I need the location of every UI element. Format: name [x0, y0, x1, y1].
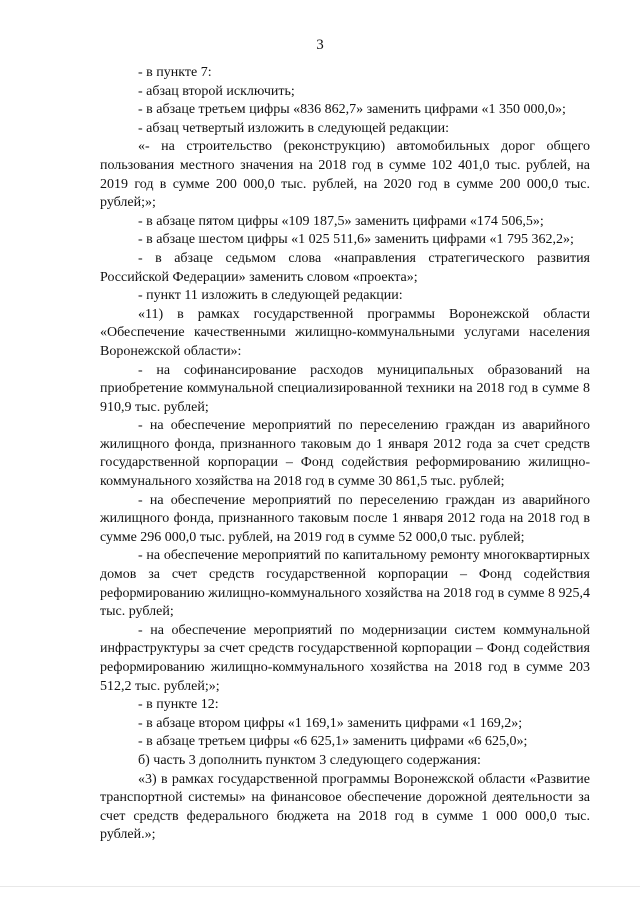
paragraph-second-replace: - в абзаце втором цифры «1 169,1» заменить цифрами «1 169,2»; — [138, 715, 523, 731]
paragraph-clause-12: - в пункте 12: — [138, 697, 219, 713]
paragraph-road-construction: «- на строительство (реконструкцию) автомобильных дорог общего пользования местного значения на 2018 год в сумме 102 401,0 тыс. рублей, на 2019 год в сумме 200 000,0 тыс. рублей, на 2020 год в сумме 200 000,0 тыс. рублей;»; — [100, 139, 590, 211]
document-body — [100, 64, 590, 845]
paragraph-housing-program: «11) в рамках государственной программы Воронежской области «Обеспечение качественными жилищно-коммунальными услугами населения Воронежской области»: — [100, 306, 590, 359]
paragraph-third-replace-2: - в абзаце третьем цифры «6 625,1» заменить цифрами «6 625,0»; — [138, 734, 528, 750]
paragraph-municipal-equipment: - на софинансирование расходов муниципальных образований на приобретение коммунальной специализированной техники на 2018 год в сумме 8 910,9 тыс. рублей; — [100, 362, 590, 415]
paragraph-fourth-edit: - абзац четвертый изложить в следующей редакции: — [138, 120, 449, 136]
paragraph-resettlement-after-2012: - на обеспечение мероприятий по переселению граждан из аварийного жилищного фонда, признанного таковым после 1 января 2012 года на 2018 год в сумме 296 000,0 тыс. рублей, на 2019 год в сумме 52 000,0 тыс. рублей; — [100, 492, 590, 545]
paragraph-infrastructure-modernization: - на обеспечение мероприятий по модернизации систем коммунальной инфраструктуры за счет средств государственной корпорации – Фонд содействия реформированию жилищно-коммунального хозяйства на 2018 год в сумме 203 512,2 тыс. рублей;»; — [100, 622, 590, 694]
paragraph-part-3-addition: б) часть 3 дополнить пунктом 3 следующего содержания: — [138, 752, 481, 768]
paragraph-sixth-replace: - в абзаце шестом цифры «1 025 511,6» заменить цифрами «1 795 362,2»; — [138, 232, 574, 248]
paragraph-transport-program: «3) в рамках государственной программы Воронежской области «Развитие транспортной системы» на финансовое обеспечение дорожной деятельности за счет средств федерального бюджета на 2018 год в сумме 1 000 000,0 тыс. рублей.»; — [100, 771, 590, 843]
paragraph-capital-repair: - на обеспечение мероприятий по капитальному ремонту многоквартирных домов за счет средств государственной корпорации – Фонд содействия реформированию жилищно-коммунального хозяйства на 2018 год в сумме 8 925,4 тыс. рублей; — [100, 548, 590, 620]
paragraph-exclude-second: - абзац второй исключить; — [138, 83, 295, 99]
paragraph-clause-7: - в пункте 7: — [138, 65, 212, 80]
paragraph-fifth-replace: - в абзаце пятом цифры «109 187,5» заменить цифрами «174 506,5»; — [138, 213, 544, 229]
paragraph-seventh-replace: - в абзаце седьмом слова «направления стратегического развития Российской Федерации» заменить словом «проекта»; — [100, 250, 590, 285]
paragraph-clause-11: - пункт 11 изложить в следующей редакции: — [138, 288, 403, 304]
paragraph-resettlement-before-2012: - на обеспечение мероприятий по переселению граждан из аварийного жилищного фонда, признанного таковым до 1 января 2012 года за счет средств государственной корпорации – Фонд содействия реформированию жилищно-коммунального хозяйства на 2018 год в сумме 30 861,5 тыс. рублей; — [100, 418, 590, 490]
paragraph-third-replace: - в абзаце третьем цифры «836 862,7» заменить цифрами «1 350 000,0»; — [138, 102, 566, 118]
page-number: 3 — [316, 37, 324, 53]
bottom-edge-line — [0, 886, 640, 887]
